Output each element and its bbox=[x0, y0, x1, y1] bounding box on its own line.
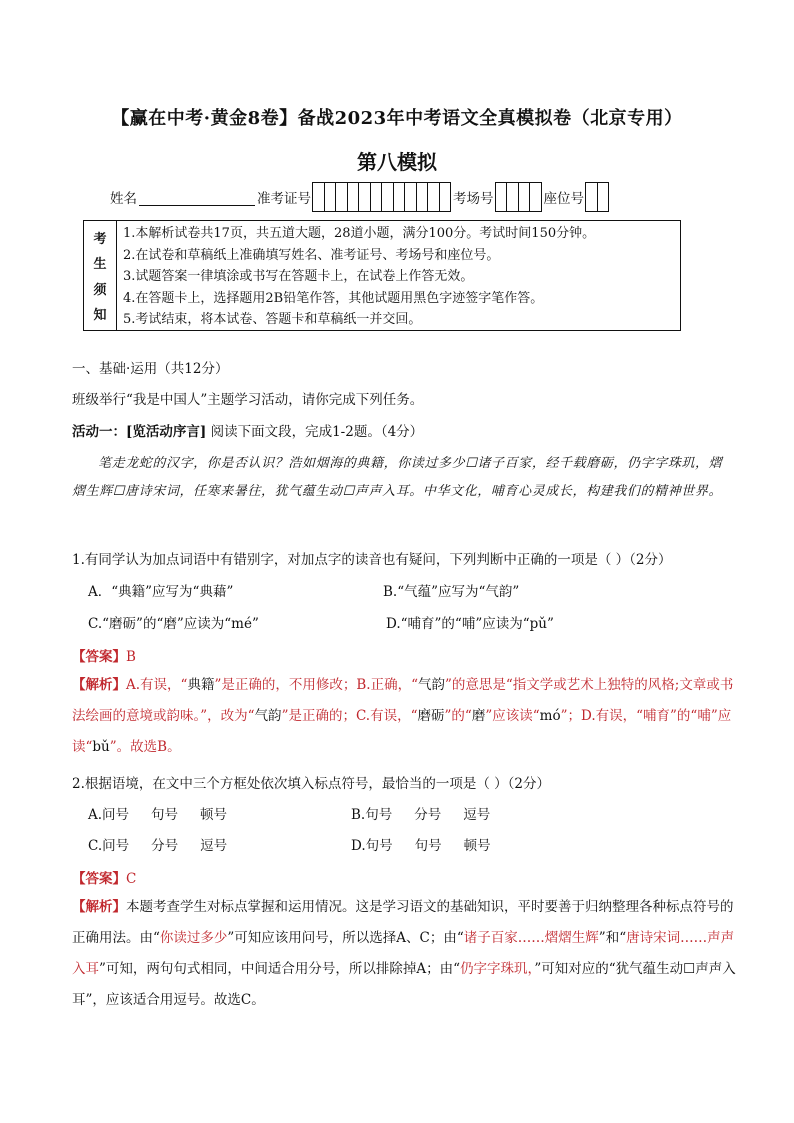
name-label: 姓名 bbox=[110, 191, 137, 207]
q2-option-b[interactable]: B.句号 分号 逗号 bbox=[351, 807, 491, 823]
q1-option-b[interactable]: B.“气蕴”应写为“气韵” bbox=[383, 584, 520, 600]
q2-answer: 【答案】C bbox=[72, 871, 137, 887]
reading-passage: 笔走龙蛇的汉字，你是否认识？浩如烟海的典籍，你读过多少☐诸子百家，经千载磨砺，仍字字珠玑，熠熠生辉☐唐诗宋词，任寒来暑往，犹气蕴生动☐声声入耳。中华文化，哺育心灵成长，构建我们的精神世界。 bbox=[72, 456, 723, 499]
page-title: 【赢在中考·黄金8卷】备战2023年中考语文全真模拟卷（北京专用） bbox=[111, 108, 683, 129]
notice-items bbox=[117, 221, 680, 330]
activity-line bbox=[72, 420, 423, 440]
notice-item: 3.试题答案一律填涂或书写在答题卡上，在试卷上作答无效。 bbox=[123, 269, 474, 284]
seat-label: 座位号 bbox=[543, 191, 584, 207]
exam-id-boxes[interactable] bbox=[313, 182, 451, 212]
q1-answer: 【答案】B bbox=[72, 649, 136, 665]
activity-label: 活动一：[览活动序言] bbox=[72, 424, 207, 440]
room-label: 考场号 bbox=[453, 191, 494, 207]
notice-item: 5.考试结束，将本试卷、答题卡和草稿纸一并交回。 bbox=[123, 312, 422, 327]
q1-option-c[interactable]: C.“磨砺”的“磨”应读为“mé” bbox=[88, 616, 259, 632]
name-field[interactable] bbox=[139, 188, 255, 206]
q1-option-a[interactable]: A．“典籍”应写为“典藉” bbox=[88, 584, 234, 600]
room-boxes[interactable] bbox=[496, 182, 542, 212]
seat-boxes[interactable] bbox=[586, 182, 609, 212]
q1-option-d[interactable]: D.“哺育”的“哺”应读为“pǔ” bbox=[386, 616, 554, 632]
question-1-stem: 1.有同学认为加点词语中有错别字，对加点字的读音也有疑问，下列判断中正确的一项是（ ）（2分） bbox=[72, 552, 672, 568]
candidate-info-row bbox=[110, 182, 611, 212]
q1-explanation: 【解析】A.有误，“典籍”是正确的，不用修改；B.正确，“气韵”的意思是“指文学或艺术上独特的风格;文章或书法绘画的意境或韵味。”，改为“气韵”是正确的；C.有误，“磨砺”的“磨”应该读“mó”；D.有误，“哺育”的“哺”应读“bǔ”。故选B。 bbox=[72, 677, 734, 755]
exam-id-label: 准考证号 bbox=[257, 191, 311, 207]
notice-item: 2.在试卷和草稿纸上准确填写姓名、准考证号、考场号和座位号。 bbox=[123, 247, 500, 263]
q2-option-d[interactable]: D.句号 句号 顿号 bbox=[351, 838, 491, 854]
candidate-notice-box bbox=[83, 220, 681, 331]
question-2-stem: 2.根据语境，在文中三个方框处依次填入标点符号，最恰当的一项是（ ）（2分） bbox=[72, 776, 551, 792]
section-heading: 一、基础·运用（共12分） bbox=[72, 361, 229, 377]
section-intro: 班级举行“我是中国人”主题学习活动，请你完成下列任务。 bbox=[72, 392, 424, 408]
q2-explanation: 【解析】本题考查学生对标点掌握和运用情况。这是学习语文的基础知识，平时要善于归纳整理各种标点符号的正确用法。由“你读过多少”可知应该用问号，所以选择A、C；由“诸子百家……熠熠生辉”和“唐诗宋词……声声入耳”可知，两句句式相同，中间适合用分号，所以排除掉A；由“仍字字珠玑，”可知对应的“犹气蕴生动☐声声入耳”，应该适合用逗号。故选C。 bbox=[72, 899, 736, 1008]
notice-side-label: 考 生 须 知 bbox=[84, 221, 117, 330]
q2-option-a[interactable]: A.问号 句号 顿号 bbox=[88, 807, 228, 823]
notice-item: 4.在答题卡上，选择题用2B铅笔作答，其他试题用黑色字迹签字笔作答。 bbox=[123, 290, 544, 306]
q2-option-c[interactable]: C.问号 分号 逗号 bbox=[88, 838, 228, 854]
activity-text: 阅读下面文段，完成1-2题。（4分） bbox=[210, 424, 424, 440]
notice-item: 1.本解析试卷共17页，共五道大题，28道小题，满分100分。考试时间150分钟。 bbox=[123, 226, 596, 241]
exam-subtitle: 第八模拟 bbox=[357, 150, 437, 174]
